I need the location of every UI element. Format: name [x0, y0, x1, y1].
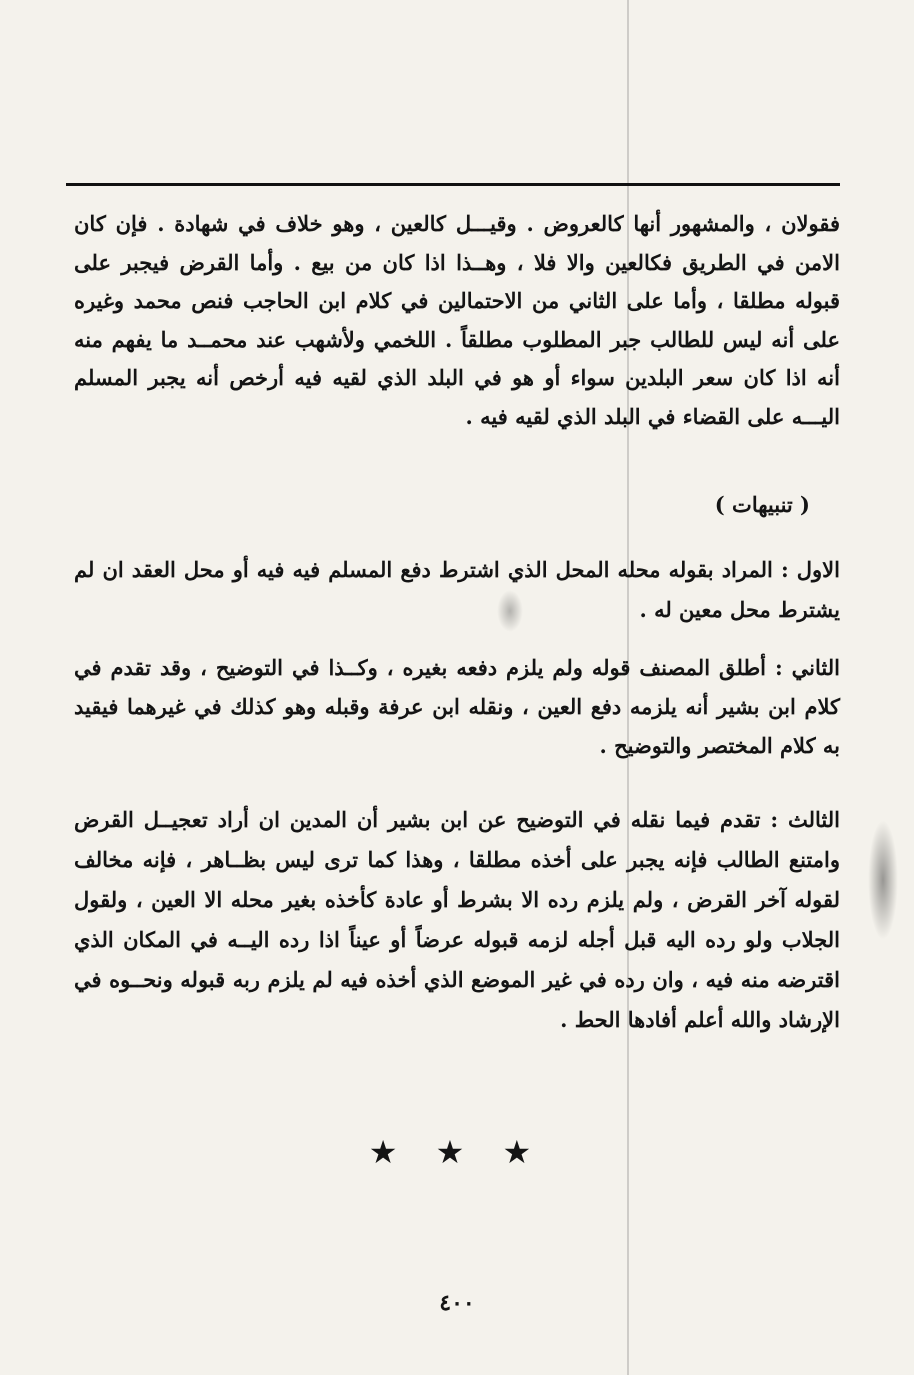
scan-smudge-small: [497, 590, 523, 632]
page-number: ٤٠٠: [439, 1290, 475, 1316]
header-rule: [66, 183, 840, 186]
paragraph-second-note: الثاني : أطلق المصنف قوله ولم يلزم دفعه بغيره ، وكــذا في التوضيح ، وقد تقدم في كلام ابن بشير أنه يلزمه دفع العين ، ونقله ابن عرفة وقبله وهو كذلك في غيرهما فيقيد به كلام المختصر والتوضيح .: [74, 655, 840, 758]
paragraph-third-note: الثالث : تقدم فيما نقله في التوضيح عن ابن بشير أن المدين ان أراد تعجيــل القرض وامتنع الطالب فإنه يجبر على أخذه مطلقا ، وهذا كما ترى ليس بظــاهر ، فإنه مخالف لقوله آخر القرض ، ولم يلزم رده الا بشرط أو عادة كأخذه بغير محله الا العين ، ولقول الجلاب ولو رده اليه قبل أجله لزمه قبوله عرضاً أو عيناً اذا رده اليــه في المكان الذي اقترضه منه فيه ، وان رده في غير الموضع الذي أخذه فيه لم يلزم ربه قبوله ونحــوه في الإرشاد والله أعلم أفادها الحط .: [74, 807, 840, 1032]
section-heading: ( تنبيهات ): [714, 492, 810, 517]
section-separator-stars: ★ ★ ★: [368, 1133, 546, 1171]
paragraph-first-note: الاول : المراد بقوله محله المحل الذي اشترط دفع المسلم فيه فيه أو محل العقد ان لم يشترط محل معين له .: [74, 557, 840, 622]
scan-smudge: [868, 820, 898, 940]
paragraph-intro: فقولان ، والمشهور أنها كالعروض . وقيـــل كالعين ، وهو خلاف في شهادة . فإن كان الامن في الطريق فكالعين والا فلا ، وهــذا اذا كان من بيع . وأما القرض فيجبر على قبوله مطلقا ، وأما على الثاني من الاحتمالين في كلام ابن الحاجب فنص محمد وغيره على أنه ليس للطالب جبر المطلوب مطلقاً . اللخمي ولأشهب عند محمــد ما يفهم منه أنه اذا كان سعر البلدين سواء أو هو في البلد الذي لقيه فيه أرخص أنه يجبر المسلم اليـــه على القضاء في البلد الذي لقيه فيه .: [74, 211, 840, 429]
